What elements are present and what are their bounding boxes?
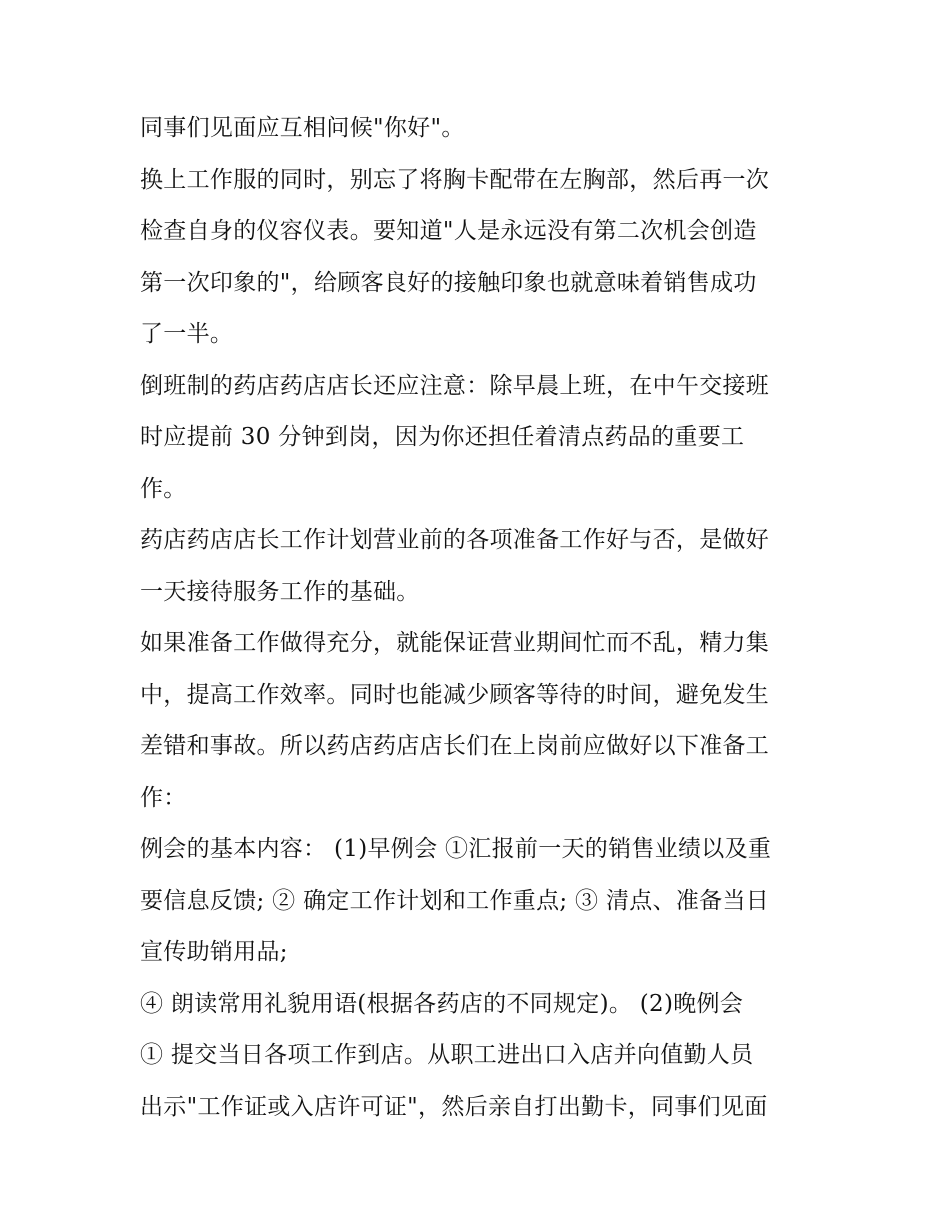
text-line: 出示"工作证或入店许可证"，然后亲自打出勤卡，同事们见面 [140, 1093, 768, 1120]
text-line: 宣传助销用品; [140, 939, 288, 965]
text-line: ④ 朗读常用礼貌用语(根据各药店的不同规定)。 (2)晚例会 [140, 990, 744, 1017]
text-line: 第一次印象的"，给顾客良好的接触印象也就意味着销售成功 [140, 269, 757, 296]
text-line: 时应提前 30 分钟到岗，因为你还担任着清点药品的重要工 [140, 424, 745, 450]
text-line: 换上工作服的同时，别忘了将胸卡配带在左胸部，然后再一次 [140, 166, 770, 193]
text-line: ① 提交当日各项工作到店。从职工进出口入店并向值勤人员 [140, 1042, 754, 1068]
text-line: 同事们见面应互相问候"你好"。 [140, 115, 465, 141]
text-line: 了一半。 [140, 321, 234, 347]
document-body [140, 103, 820, 1133]
text-line: 作。 [140, 475, 187, 502]
text-line: 差错和事故。所以药店药店店长们在上岗前应做好以下准备工 [140, 733, 770, 759]
text-line: 倒班制的药店药店店长还应注意：除早晨上班，在中午交接班 [140, 372, 770, 399]
text-line: 要信息反馈; ② 确定工作计划和工作重点; ③ 清点、准备当日 [140, 887, 770, 914]
text-line: 药店药店店长工作计划营业前的各项准备工作好与否，是做好 [140, 527, 770, 553]
text-line: 中，提高工作效率。同时也能减少顾客等待的时间，避免发生 [140, 681, 770, 708]
text-line: 如果准备工作做得充分，就能保证营业期间忙而不乱，精力集 [140, 630, 770, 656]
text-line: 一天接待服务工作的基础。 [140, 578, 420, 605]
text-line: 检查自身的仪容仪表。要知道"人是永远没有第二次机会创造 [140, 218, 757, 244]
text-line: 作： [140, 784, 187, 811]
text-line: 例会的基本内容： (1)早例会 ①汇报前一天的销售业绩以及重 [140, 836, 772, 862]
